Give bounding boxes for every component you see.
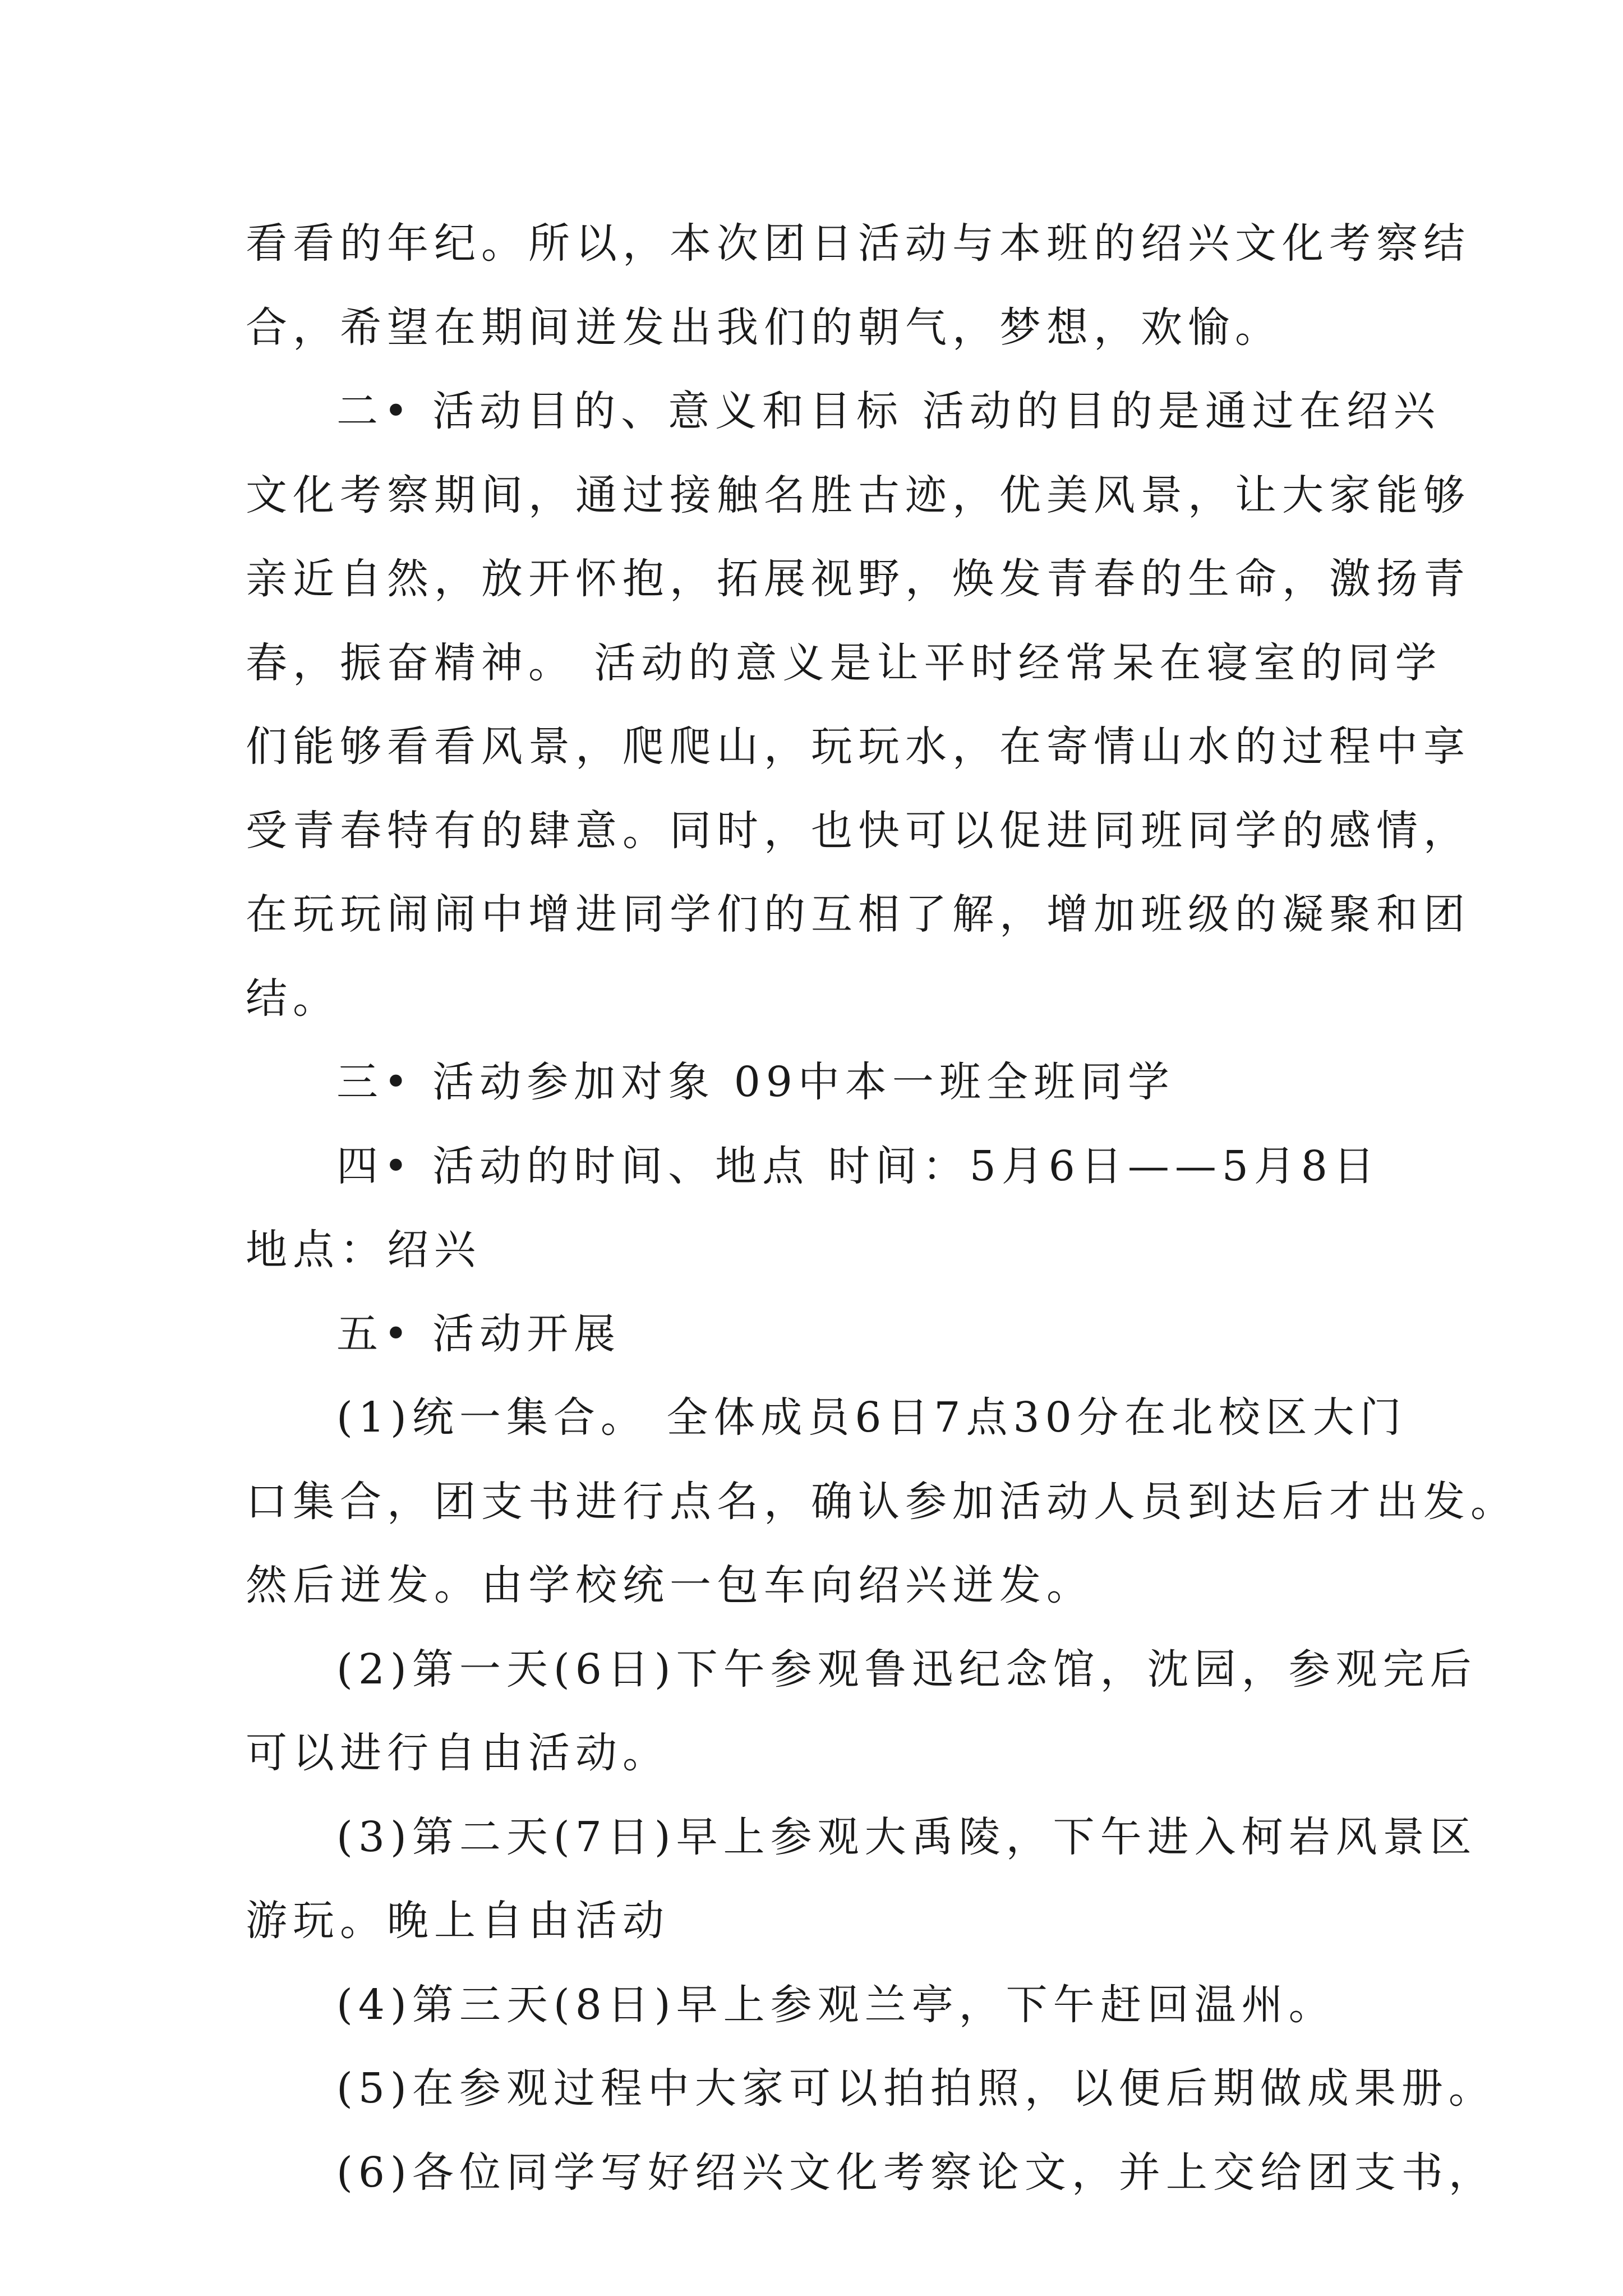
paragraph-line: 亲近自然，放开怀抱，拓展视野，焕发青春的生命，激扬青 [246, 555, 1470, 603]
paragraph-line: 文化考察期间，通过接触名胜古迹，优美风景，让大家能够 [246, 471, 1470, 519]
list-item-line: (6)各位同学写好绍兴文化考察论文，并上交给团支书， [336, 2148, 1496, 2197]
list-item-line: (3)第二天(7日)早上参观大禹陵，下午进入柯岩风景区 [336, 1813, 1477, 1861]
paragraph-line: 游玩。晚上自由活动 [246, 1897, 670, 1945]
paragraph-line: 受青春特有的肆意。同时，也快可以促进同班同学的感情， [246, 807, 1470, 855]
section-heading-line: 三• 活动参加对象 09中本一班全班同学 [336, 1058, 1175, 1106]
paragraph-line: 在玩玩闹闹中增进同学们的互相了解，增加班级的凝聚和团 [246, 890, 1470, 938]
paragraph-line: 可以进行自由活动。 [246, 1729, 670, 1777]
paragraph-line: 地点：绍兴 [246, 1226, 481, 1274]
paragraph-line: 合，希望在期间迸发出我们的朝气，梦想，欢愉。 [246, 303, 1282, 352]
section-heading-line: 二• 活动目的、意义和目标 活动的目的是通过在绍兴 [336, 387, 1441, 435]
paragraph-line: 们能够看看风景，爬爬山，玩玩水，在寄情山水的过程中享 [246, 723, 1470, 771]
paragraph-line: 春，振奋精神。 活动的意义是让平时经常呆在寝室的同学 [246, 639, 1442, 687]
list-item-line: (1)统一集合。 全体成员6日7点30分在北校区大门 [336, 1393, 1407, 1442]
list-item-line: (5)在参观过程中大家可以拍拍照，以便后期做成果册。 [336, 2064, 1496, 2113]
paragraph-line: 结。 [246, 974, 340, 1023]
section-heading-line: 四• 活动的时间、地点 时间：5月6日——5月8日 [336, 1142, 1381, 1190]
section-heading-line: 五• 活动开展 [336, 1310, 621, 1358]
paragraph-line: 口集合，团支书进行点名，确认参加活动人员到达后才出发。 [246, 1478, 1518, 1526]
list-item-line: (2)第一天(6日)下午参观鲁迅纪念馆，沈园，参观完后 [336, 1645, 1477, 1694]
paragraph-line: 然后迸发。由学校统一包车向绍兴迸发。 [246, 1561, 1094, 1609]
list-item-line: (4)第三天(8日)早上参观兰亭，下午赶回温州。 [336, 1981, 1336, 2029]
paragraph-line: 看看的年纪。所以，本次团日活动与本班的绍兴文化考察结 [246, 219, 1470, 268]
